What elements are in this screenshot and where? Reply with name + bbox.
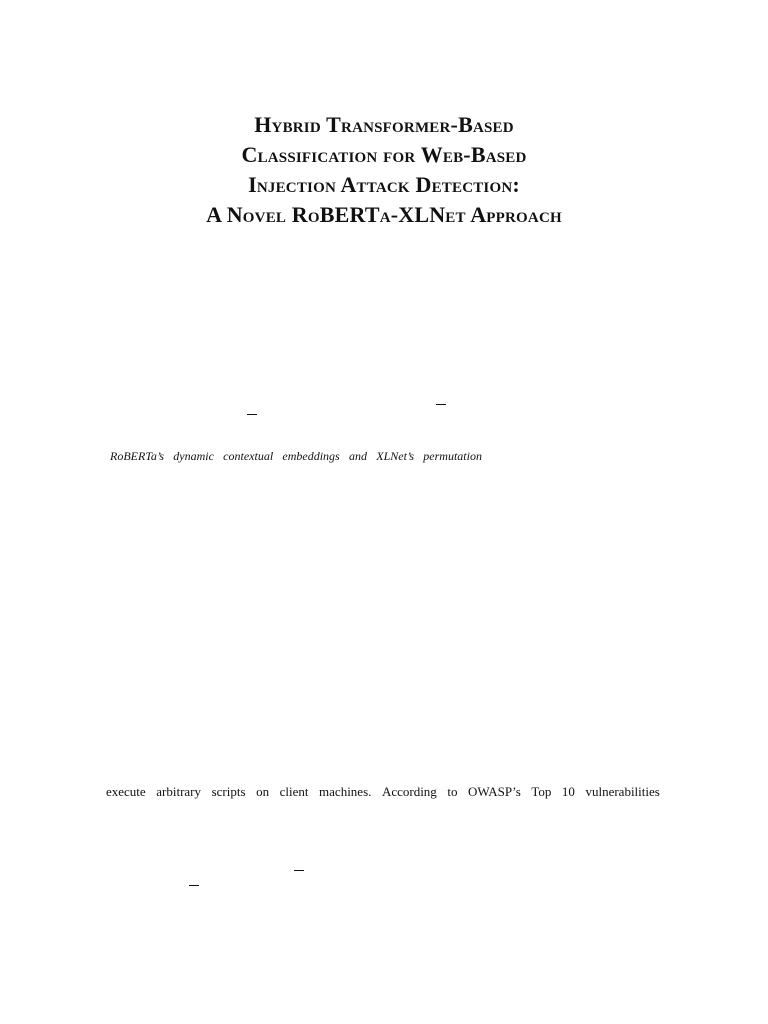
word: arbitrary xyxy=(156,784,202,799)
title-line-2: Classification for Web-Based xyxy=(241,142,527,167)
word: dynamic xyxy=(173,449,214,463)
abstract-text-line xyxy=(110,449,482,464)
word: to xyxy=(447,784,458,799)
dash-mark xyxy=(247,414,257,415)
word: embeddings xyxy=(282,449,340,463)
word: on xyxy=(256,784,270,799)
body-text-line xyxy=(106,784,660,800)
word: and xyxy=(348,449,367,463)
title-line-3: Injection Attack Detection: xyxy=(248,172,520,197)
word: According xyxy=(381,784,437,799)
dash-mark xyxy=(294,870,304,871)
word: 10 xyxy=(561,784,575,799)
word: XLNet’s xyxy=(376,449,415,463)
dash-mark xyxy=(189,885,199,886)
word: RoBERTa’s xyxy=(110,449,165,463)
title-line-4: A Novel RoBERTa-XLNet Approach xyxy=(206,202,562,227)
word: execute xyxy=(106,784,146,799)
word: OWASP’s xyxy=(468,784,521,799)
title-line-1: Hybrid Transformer-Based xyxy=(254,112,514,137)
word: machines. xyxy=(319,784,372,799)
word: vulnerabilities xyxy=(585,784,660,799)
paper-title xyxy=(0,110,768,230)
word: contextual xyxy=(223,449,274,463)
word: permutation xyxy=(423,449,482,463)
word: scripts xyxy=(211,784,246,799)
word: client xyxy=(279,784,309,799)
dash-mark xyxy=(436,404,446,405)
word: Top xyxy=(531,784,552,799)
